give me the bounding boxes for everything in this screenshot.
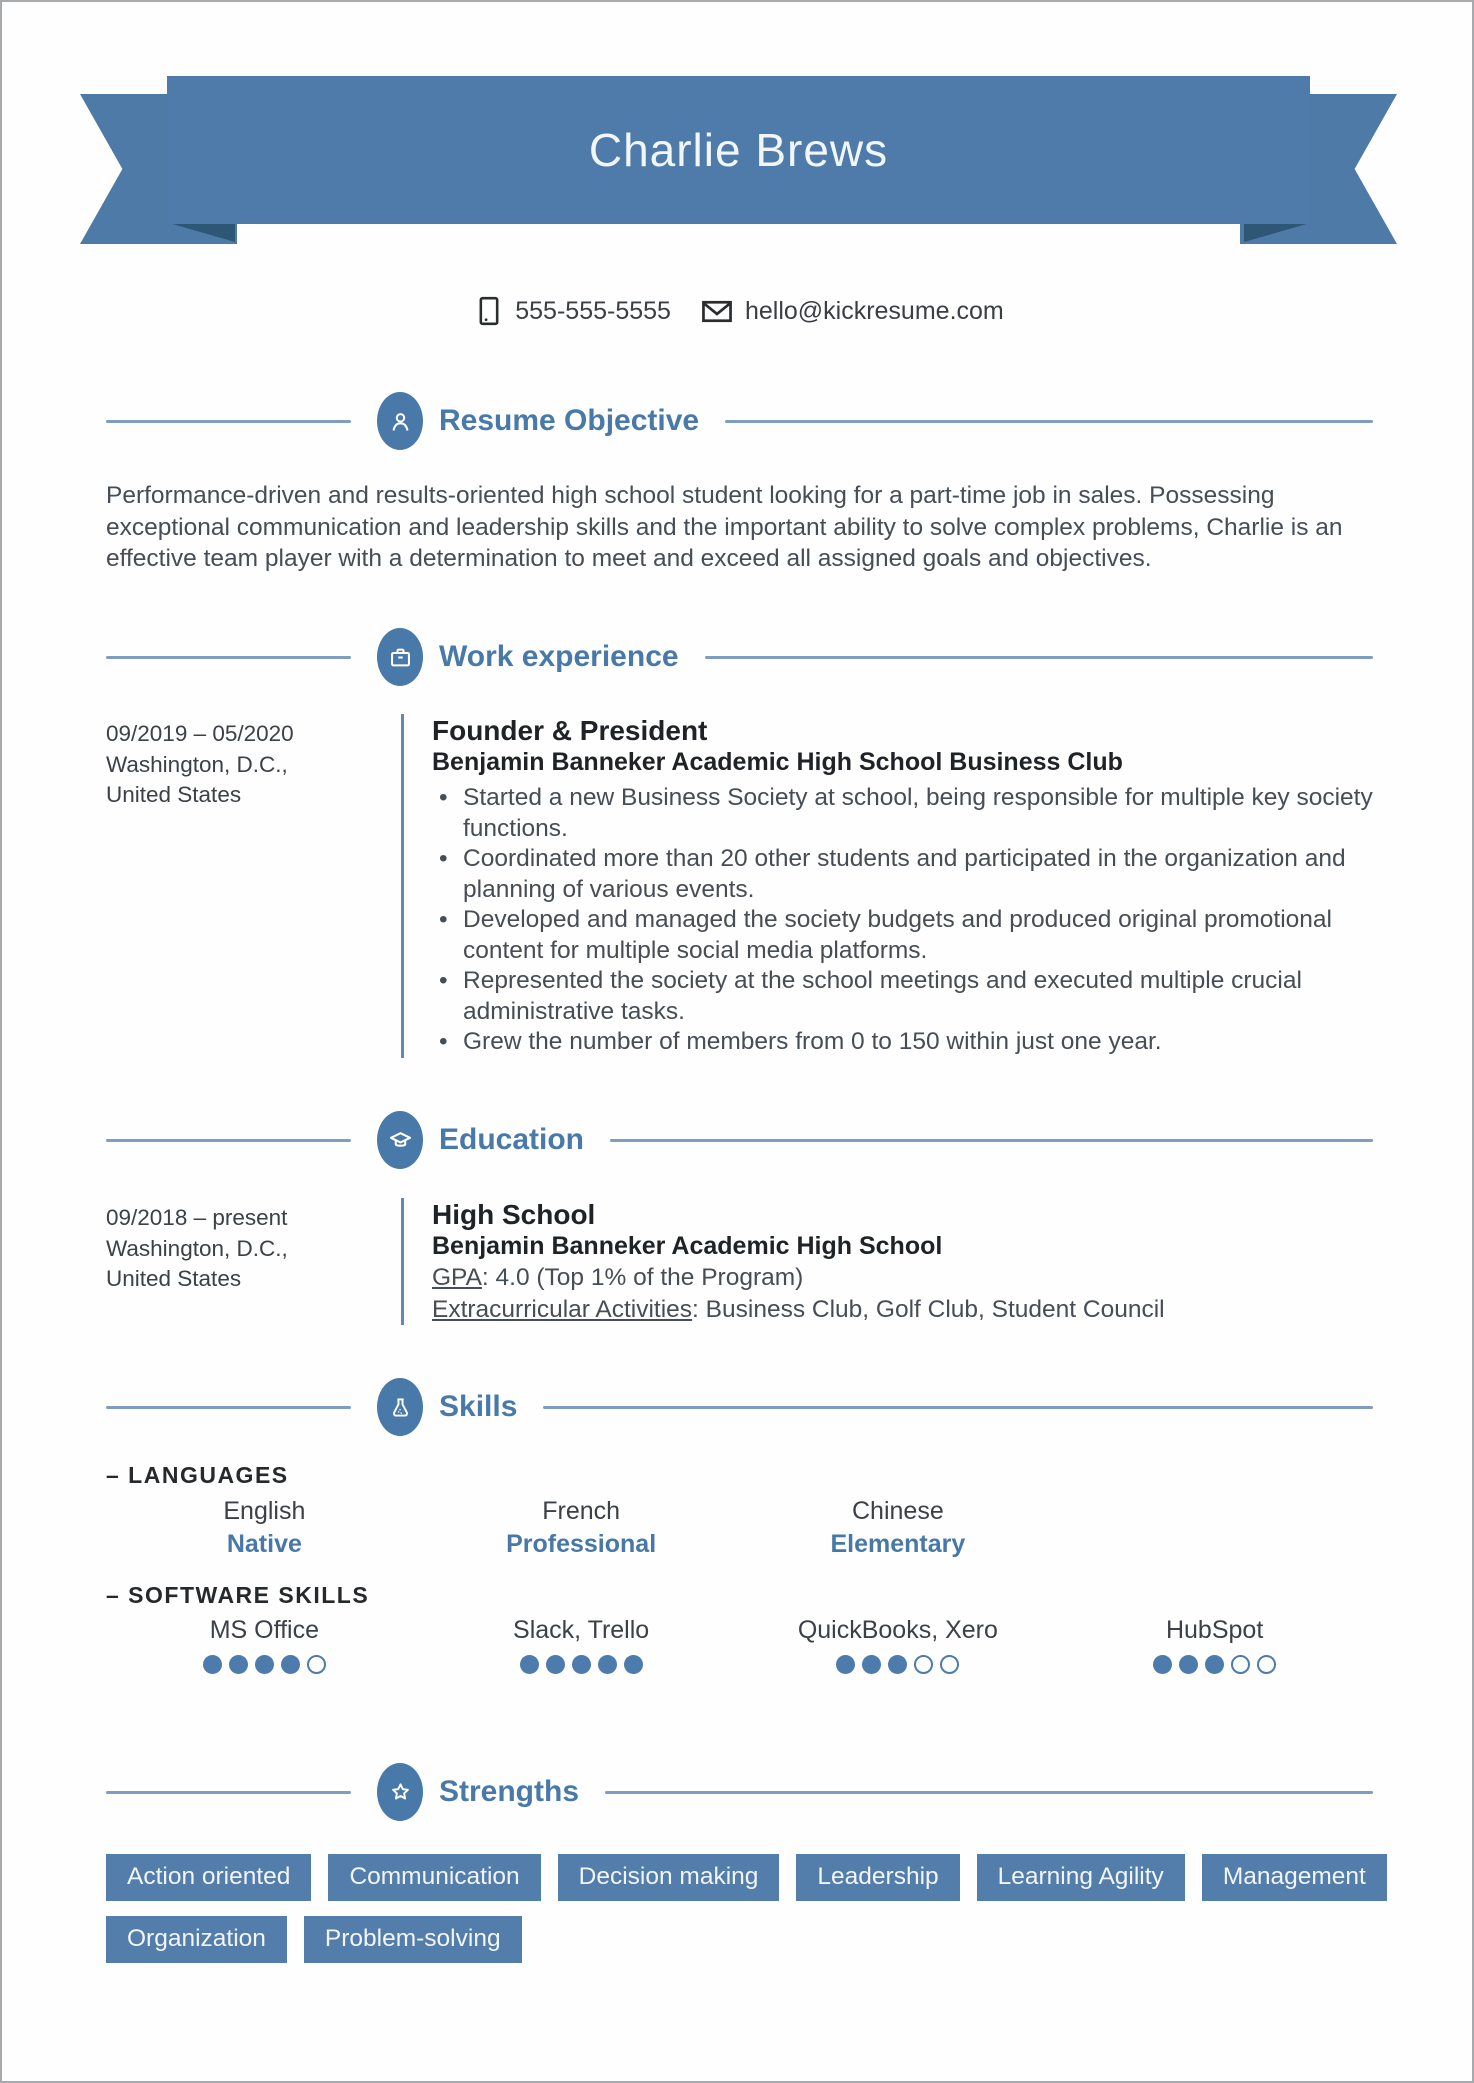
location-line1: Washington, D.C., [106,751,288,777]
email-address: hello@kickresume.com [744,296,1004,325]
strength-tag: Leadership [796,1854,959,1901]
section-header-skills [106,1378,1373,1436]
location-line2: United States [106,782,242,807]
section-label: Work experience [439,640,679,673]
mail-icon [701,299,733,324]
section-header-education [106,1111,1373,1169]
software-item [740,1615,1057,1674]
education-entry [106,1198,1373,1325]
rule-right [543,1406,1373,1409]
language-item [106,1496,423,1559]
job-organization: Benjamin Banneker Academic High School Business Club [432,748,1123,776]
briefcase-icon [377,628,423,686]
rule-right [725,420,1373,423]
graduation-cap-icon [377,1111,423,1169]
strength-tag: Communication [328,1854,540,1901]
job-bullet: • Represented the society at the school meetings and executed multiple crucial administrative tasks. [432,966,1373,1027]
languages-row [106,1496,1373,1559]
software-item [1056,1615,1373,1674]
phone-number: 555-555-5555 [515,296,671,325]
section-label: Strengths [439,1775,580,1808]
email-item [701,297,1004,326]
skill-dots [1056,1655,1373,1674]
strength-tag: Action oriented [106,1854,311,1901]
language-level: Elementary [830,1530,966,1558]
work-entry [106,714,1373,1058]
language-name: Chinese [852,1497,944,1525]
gpa-label: GPA [432,1264,482,1291]
gpa-line [432,1262,1373,1294]
software-name: HubSpot [1165,1616,1264,1644]
star-icon [377,1763,423,1821]
name-banner [167,76,1310,224]
strength-tag: Problem-solving [304,1916,522,1963]
job-bullet: • Coordinated more than 20 other students and participated in the organization and planning of various events. [432,844,1373,905]
location-line1: Washington, D.C., [106,1235,288,1261]
languages-heading: – LANGUAGES [106,1462,289,1488]
section-header-objective [106,392,1373,450]
work-entry-body [404,714,1373,1058]
rule-left [106,1406,351,1409]
location-line2: United States [106,1266,242,1291]
rule-right [610,1139,1373,1142]
extracurricular-value: : Business Club, Golf Club, Student Council [692,1295,1165,1323]
software-name: MS Office [209,1616,320,1644]
extracurricular-line [432,1294,1373,1326]
strengths-tag-list [106,1854,1416,1963]
job-bullet: • Grew the number of members from 0 to 150 within just one year. [432,1027,1373,1058]
software-name: QuickBooks, Xero [797,1616,998,1644]
skill-dots [740,1655,1057,1674]
rule-right [605,1791,1373,1794]
strength-tag: Organization [106,1916,287,1963]
job-bullet: • Started a new Business Society at school, being responsible for multiple key society functions. [432,783,1373,844]
rule-left [106,420,351,423]
job-bullet-list [432,783,1373,1058]
job-bullet: • Developed and managed the society budgets and produced original promotional content for multiple social media platforms. [432,905,1373,966]
language-item [423,1496,740,1559]
work-entry-dates [106,714,401,1058]
flask-icon [377,1378,423,1436]
software-item [423,1615,740,1674]
software-item [106,1615,423,1674]
date-range: 09/2018 – present [106,1205,288,1230]
section-label: Resume Objective [439,404,700,437]
person-icon [377,392,423,450]
extracurricular-label: Extracurricular Activities [432,1295,693,1323]
objective-text: Performance-driven and results-oriented high school student looking for a part-time job in sales. Possessing exceptional communication and leadership skills and the important ability to solve complex problems, Charlie is an effective team player with a determination to meet and exceed all assigned goals and objectives. [106,482,1343,572]
phone-icon [475,294,503,328]
language-name: English [223,1497,306,1525]
phone-item [475,294,671,328]
education-entry-dates [106,1198,401,1325]
section-label: Skills [439,1390,518,1423]
rule-left [106,1791,351,1794]
contact-row [106,294,1373,328]
job-title: Founder & President [432,715,708,746]
skill-dots [106,1655,423,1674]
software-skills-heading: – SOFTWARE SKILLS [106,1582,370,1608]
software-name: Slack, Trello [513,1616,650,1644]
language-name: French [542,1497,621,1525]
education-entry-body [404,1198,1373,1325]
language-item [740,1496,1057,1559]
language-level: Native [226,1530,302,1558]
strength-tag: Management [1202,1854,1387,1901]
school-name: Benjamin Banneker Academic High School [432,1232,943,1260]
skill-dots [423,1655,740,1674]
degree-title: High School [432,1199,596,1230]
section-header-work [106,628,1373,686]
software-skills-row [106,1615,1373,1674]
rule-right [705,656,1373,659]
language-level: Professional [506,1530,657,1558]
page-title: Charlie Brews [588,124,889,176]
strength-tag: Decision making [558,1854,780,1901]
section-header-strengths [106,1763,1373,1821]
rule-left [106,656,351,659]
section-label: Education [439,1123,585,1156]
strength-tag: Learning Agility [977,1854,1185,1901]
gpa-value: : 4.0 (Top 1% of the Program) [481,1264,804,1291]
date-range: 09/2019 – 05/2020 [106,721,294,746]
rule-left [106,1139,351,1142]
